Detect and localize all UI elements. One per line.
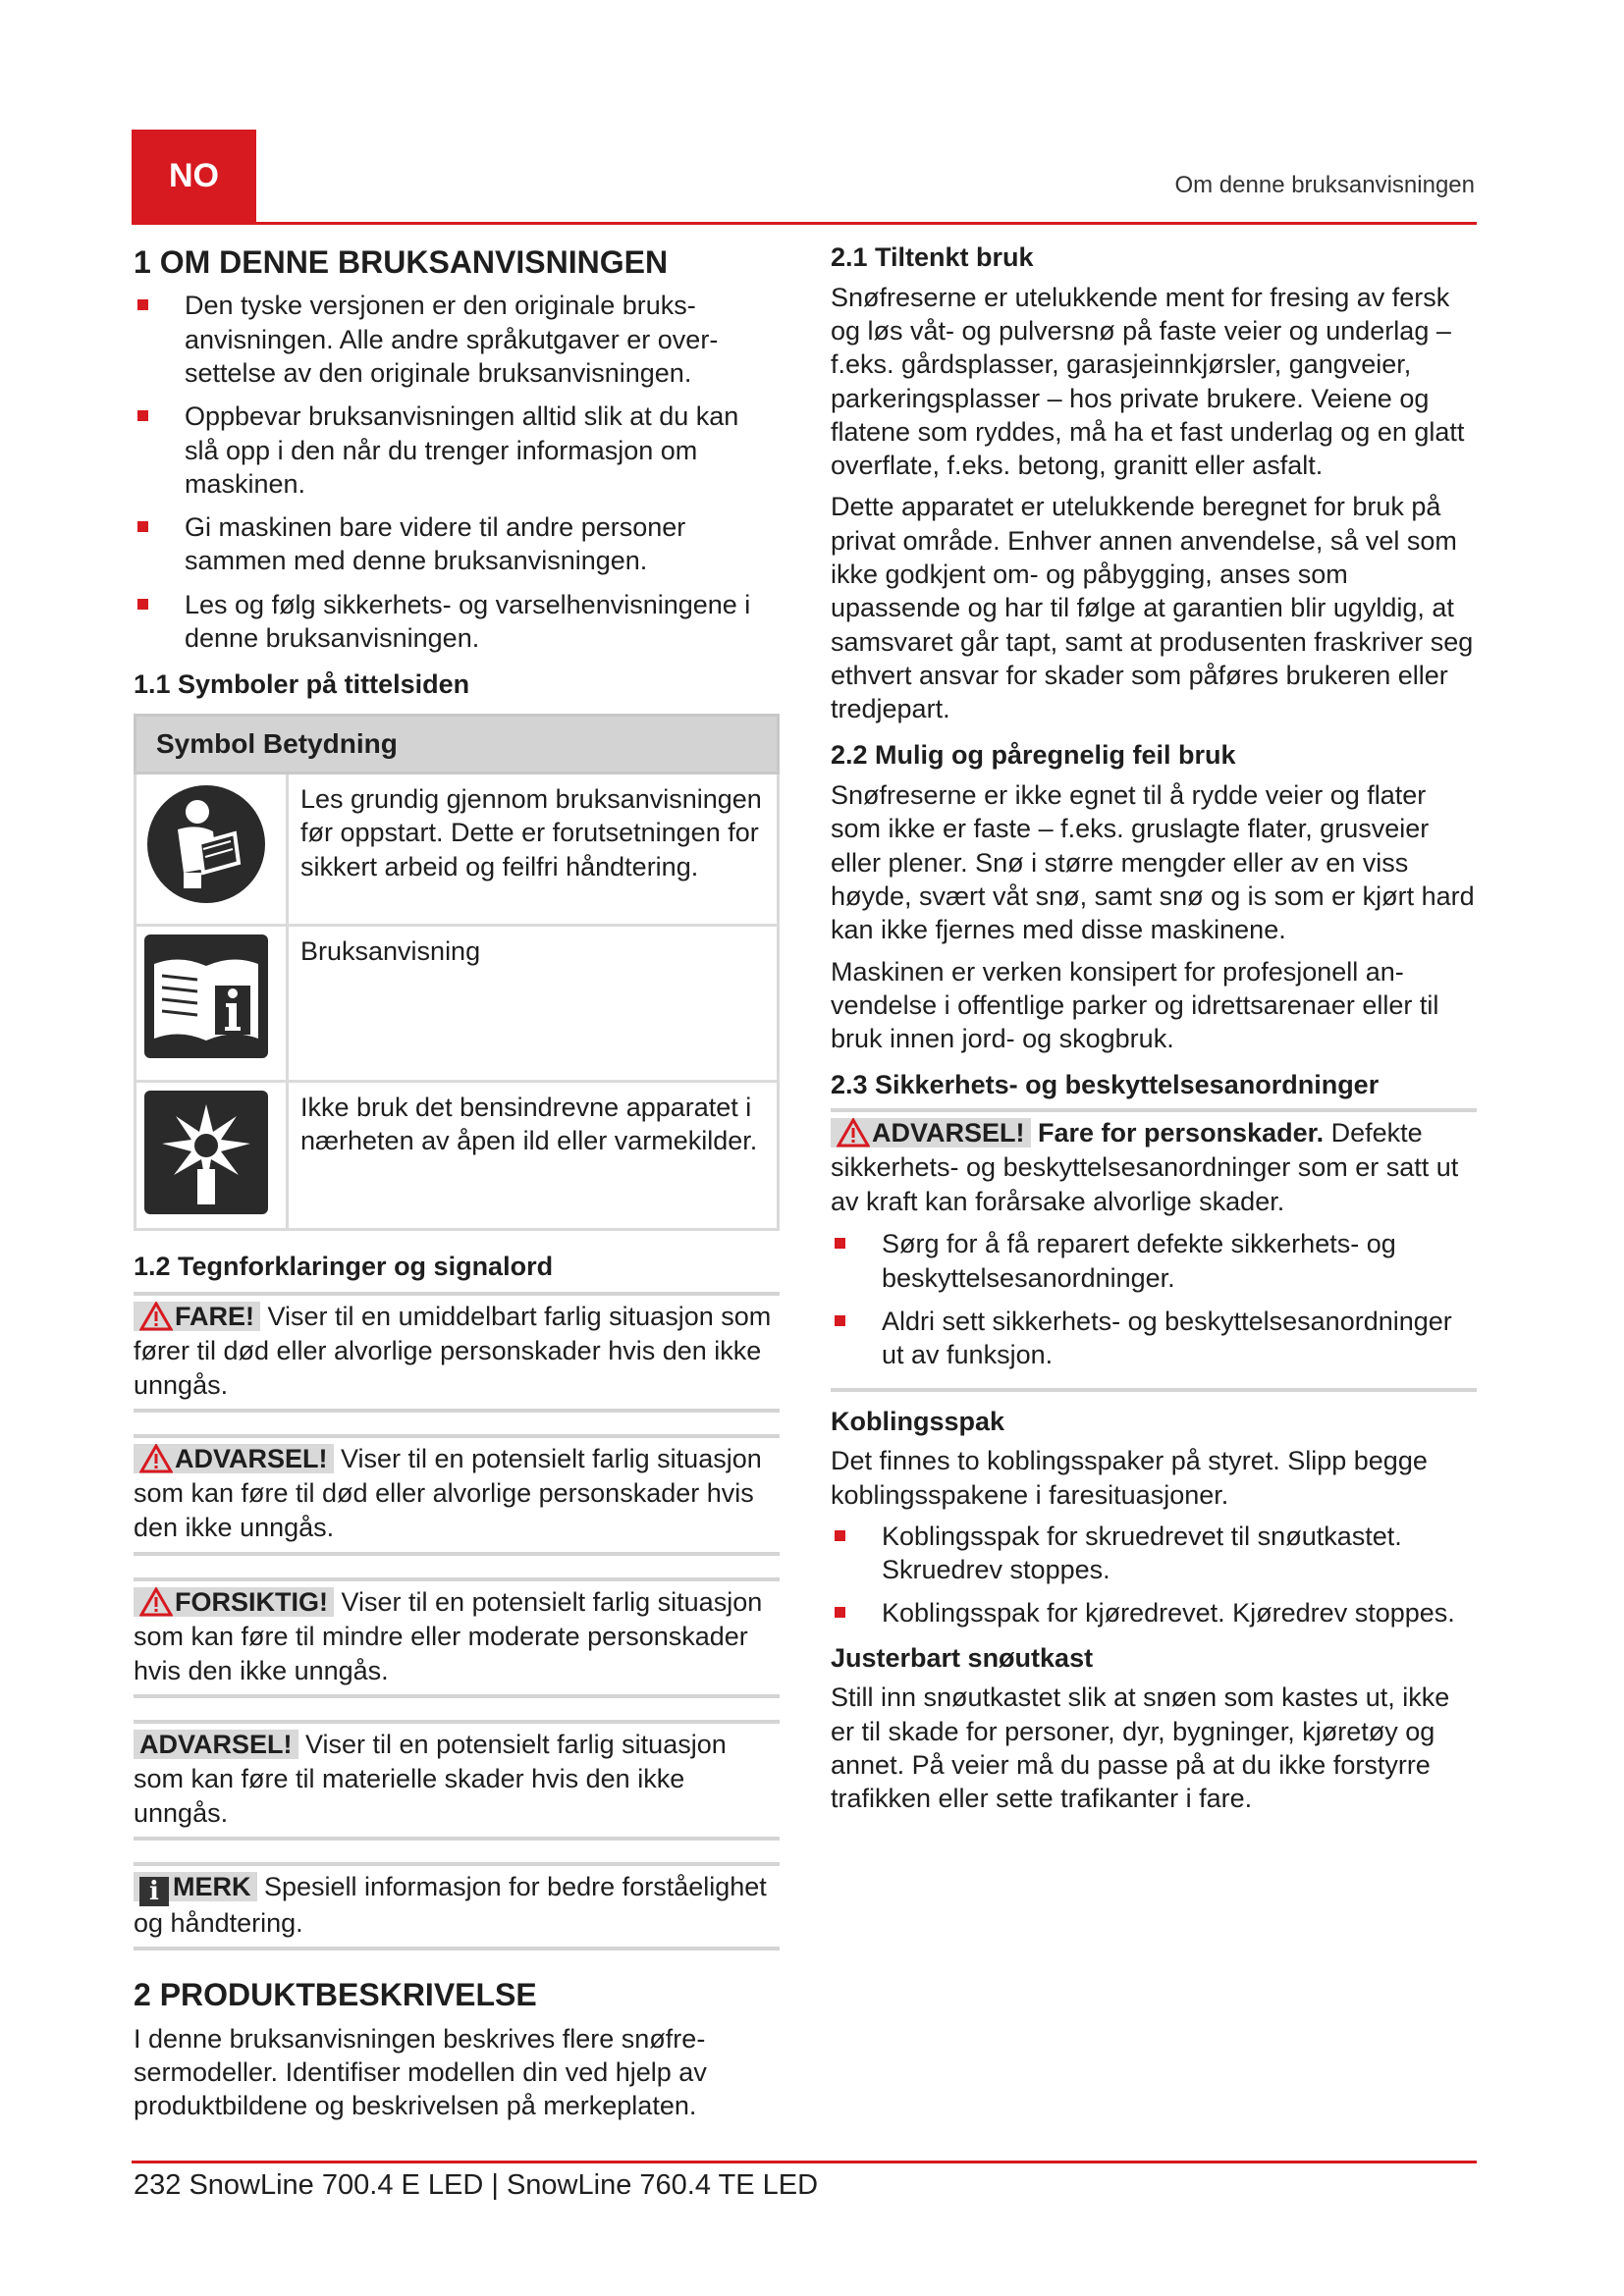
- symbol-meaning: Ikke bruk det bensindrevne apparatet i nærheten av åpen ild eller varmekilder.: [288, 1081, 779, 1229]
- signal-word-note: i MERK: [134, 1872, 257, 1901]
- table-header: Symbol Betydning: [135, 715, 779, 773]
- heading-1-2: 1.2 Tegnforklaringer og signalord: [134, 1252, 554, 1282]
- heading-2-3: 2.3 Sikkerhets- og beskyttelsesanordninger: [831, 1070, 1380, 1100]
- open-flame-icon: [144, 1091, 268, 1214]
- list-item: Oppbevar bruksanvisningen alltid slik at du kan slå opp i den når du trenger informasjon om maskinen.: [134, 400, 780, 501]
- symbol-meaning: Les grundig gjennom bruksanvisningen før oppstart. Dette er forutsetningen for sikkert arbeid og feilfri håndtering.: [288, 773, 779, 925]
- misuse-text: Snøfreserne er ikke egnet til å rydde veier og flater som ikke er faste – f.eks. gruslagte flater, grusveier eller plener. Snø i større mengder eller av en viss høyde, svært våt snø, samt snø og is som er kjørt hard kan ikke fjernes med disse maskinene.: [831, 780, 1475, 945]
- list-item: Koblingsspak for skruedrevet til snøutkastet. Skruedrev stoppes.: [831, 1520, 1477, 1587]
- table-row: [135, 925, 779, 1081]
- intro-bullet-list: [134, 289, 780, 655]
- list-item: Koblingsspak for kjøredrevet. Kjøredrev stoppes.: [831, 1596, 1477, 1629]
- left-column: [134, 243, 780, 2130]
- table-row: [135, 1081, 779, 1229]
- heading-2-1: 2.1 Tiltenkt bruk: [831, 242, 1034, 272]
- header-section-title: Om denne bruksanvisningen: [1174, 172, 1475, 198]
- footer-page-info: 232 SnowLine 700.4 E LED | SnowLine 760.4 TE LED: [134, 2169, 819, 2201]
- heading-justerbart: Justerbart snøutkast: [831, 1642, 1094, 1673]
- chute-text: Still inn snøutkastet slik at snøen som kastes ut, ikke er til skade for personer, dyr, bygninger, kjøretøy og annet. På veier må du passe på at du ikke forstyrre trafikken eller sette trafikanter i fare.: [831, 1682, 1450, 1814]
- header-divider: [132, 222, 1477, 225]
- signal-word-caution: FORSIKTIG!: [134, 1587, 334, 1617]
- clutch-lever-text: Det finnes to koblingsspaker på styret. Slipp begge koblingsspakene i faresituasjoner.: [831, 1446, 1428, 1510]
- warning-triangle-icon: [837, 1118, 870, 1148]
- heading-1-1: 1.1 Symboler på tittelsiden: [134, 669, 470, 700]
- signal-word-warning: ADVARSEL!: [831, 1118, 1031, 1148]
- bullet-icon: [137, 599, 148, 610]
- product-description-text: I denne bruksanvisningen beskrives flere snøfresermodeller. Identifiser modellen din ved hjelp av produktbildene og beskrivelsen på merkeplaten.: [134, 2023, 707, 2121]
- misuse-text: Maskinen er verken konsipert for profesjonell anvendelse i offentlige parker og idrettsarenaer eller til bruk innen jord- og skogbruk.: [831, 956, 1439, 1054]
- bullet-icon: [137, 299, 148, 310]
- list-item: Gi maskinen bare videre til andre personer sammen med denne bruksanvisningen.: [134, 510, 780, 578]
- info-icon: i: [139, 1877, 169, 1906]
- bullet-icon: [137, 410, 148, 421]
- heading-2-2: 2.2 Mulig og påregnelig feil bruk: [831, 740, 1236, 771]
- signal-word-warning: ADVARSEL!: [134, 1444, 334, 1473]
- manual-info-icon: [144, 934, 268, 1058]
- bullet-icon: [835, 1607, 845, 1618]
- notice-warning: ADVARSEL! Viser til en potensielt farlig situasjon som kan føre til død eller alvorlige personskader hvis den ikke unngås.: [134, 1434, 780, 1555]
- intended-use-text: Snøfreserne er utelukkende ment for fresing av fersk og løs våt- og pulversnø på faste veier og underlag – f.eks. gårdsplasser, garasjeinnkjørsler, gangveier, parkeringsplasser – hos private brukere. Veiene og flatene som ryddes, må ha et fast underlag og en glatt overflate, f.eks. betong, granitt eller asfalt.: [831, 282, 1465, 481]
- warning-triangle-icon: [139, 1587, 173, 1617]
- right-column: [831, 241, 1477, 1824]
- heading-2: 2 PRODUKTBESKRIVELSE: [134, 1977, 537, 2013]
- list-item: Les og følg sikkerhets- og varselhenvisningene i denne bruksanvisningen.: [134, 588, 780, 656]
- bullet-icon: [835, 1530, 845, 1541]
- table-row: [135, 773, 779, 925]
- symbol-meaning: Bruksanvisning: [288, 925, 779, 1081]
- language-badge: NO: [132, 130, 256, 222]
- notice-property-warning: ADVARSEL! Viser til en potensielt farlig situasjon som kan føre til materielle skader hvis den ikke unngås.: [134, 1720, 780, 1841]
- symbol-table: [134, 714, 780, 1231]
- list-item: Sørg for å få reparert defekte sikkerhets- og beskyttelsesanordninger.: [831, 1227, 1477, 1295]
- bullet-icon: [137, 521, 148, 532]
- notice-danger: FARE! Viser til en umiddelbart farlig situasjon som fører til død eller alvorlige personskader hvis den ikke unngås.: [134, 1292, 780, 1413]
- warning-triangle-icon: [139, 1302, 173, 1331]
- warning-triangle-icon: [139, 1444, 173, 1473]
- signal-word-danger: FARE!: [134, 1302, 260, 1331]
- intended-use-text: Dette apparatet er utelukkende beregnet for bruk på privat område. Enhver annen anvendelse, så vel som ikke godkjent om- og påbygging, anses som upassende og har til følge at garantien blir ugyldig, at samsvaret går tapt, samt at produsenten fraskriver seg ethvert ansvar for skader som påføres brukeren eller tredjepart.: [831, 492, 1474, 724]
- heading-1: 1 OM DENNE BRUKSANVISNINGEN: [134, 244, 669, 280]
- notice-note: i MERK Spesiell informasjon for bedre forståelighet og håndtering.: [134, 1862, 780, 1950]
- bullet-icon: [835, 1238, 845, 1249]
- list-item: Den tyske versjonen er den originale bruksanvisningen. Alle andre språkutgaver er oversettelse av den originale bruksanvisningen.: [134, 289, 780, 390]
- footer-divider: [132, 2161, 1477, 2163]
- signal-word-warning: ADVARSEL!: [134, 1730, 298, 1759]
- list-item: Aldri sett sikkerhets- og beskyttelsesanordninger ut av funksjon.: [831, 1305, 1477, 1372]
- notice-safety-warning: ADVARSEL! Fare for personskader. Defekte sikkerhets- og beskyttelsesanordninger som er satt ut av kraft kan forårsake alvorlige skader. Sørg for å få reparert defekte sikkerhets- og beskyttelsesanordninger. Aldri sett sikkerhets- og beskyttelsesanordninger ut av funksjon.: [831, 1108, 1477, 1391]
- clutch-bullet-list: [831, 1520, 1477, 1630]
- bullet-icon: [835, 1315, 845, 1326]
- heading-koblingsspak: Koblingsspak: [831, 1406, 1005, 1436]
- read-manual-icon: [144, 782, 268, 906]
- notice-caution: FORSIKTIG! Viser til en potensielt farlig situasjon som kan føre til mindre eller moderate personskader hvis den ikke unngås.: [134, 1577, 780, 1698]
